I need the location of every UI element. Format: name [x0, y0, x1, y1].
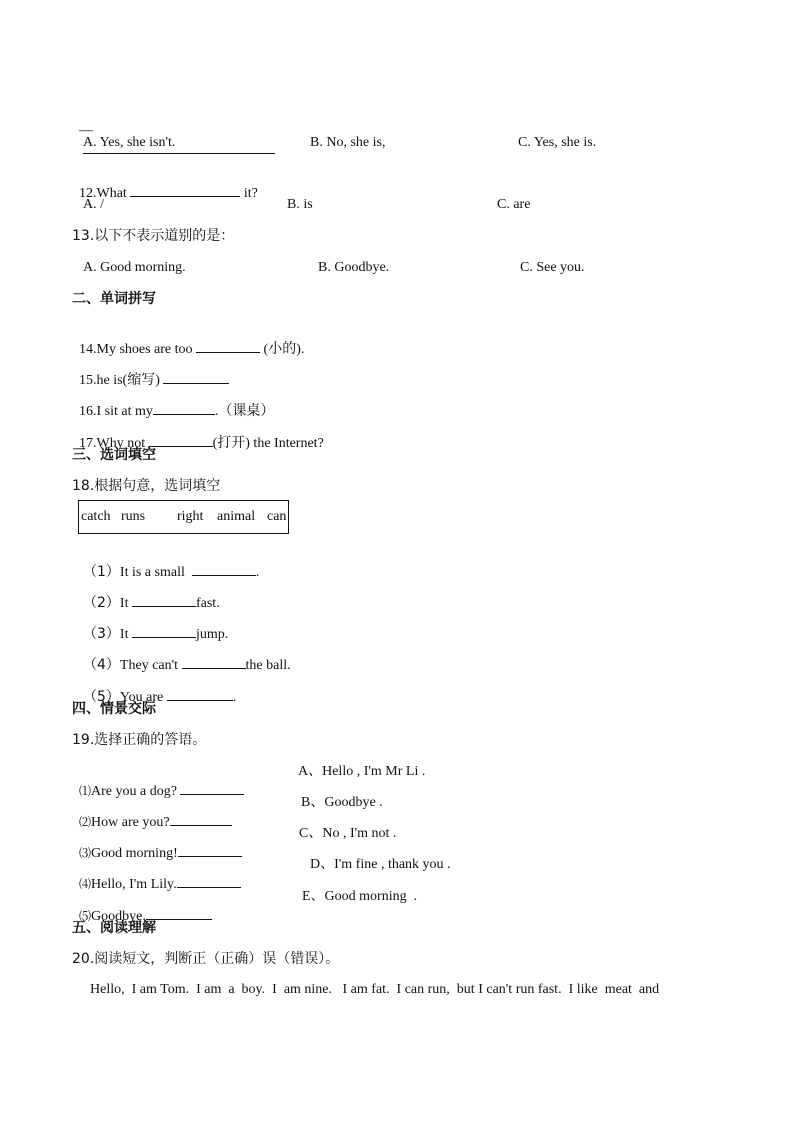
item-text-before: You are	[119, 690, 167, 705]
section-heading-5: 五、阅读理解	[72, 920, 156, 936]
q13-option-b[interactable]: B. Goodbye.	[318, 260, 390, 275]
item-text-after: .	[255, 565, 260, 580]
answer-blank[interactable]	[182, 655, 246, 669]
section-heading-3: 三、选词填空	[72, 447, 156, 463]
answer-blank[interactable]	[132, 593, 196, 607]
q12-option-a[interactable]: A. /	[83, 197, 104, 212]
q11-option-b[interactable]: B. No, she is,	[310, 135, 386, 150]
dash: —	[79, 123, 93, 138]
item-question: Hello, I'm Lily.	[91, 877, 177, 892]
word-bank-box	[78, 500, 289, 534]
q16-text-after: .（课桌）	[214, 404, 275, 419]
q12-option-b[interactable]: B. is	[287, 197, 313, 212]
q12-text-before: 12.What	[79, 186, 131, 201]
answer-blank[interactable]	[153, 401, 215, 415]
item-number: ⑴	[79, 784, 92, 798]
q16-text-before: 16.I sit at my	[79, 404, 153, 419]
answer-blank[interactable]	[177, 874, 241, 888]
item-number: （2）	[83, 595, 120, 611]
q13-option-c[interactable]: C. See you.	[520, 260, 585, 275]
word-bank-item: right	[177, 509, 204, 524]
word-bank-item: runs	[121, 509, 146, 524]
word-bank-item: catch	[81, 509, 111, 524]
item-text-before: It is a small	[119, 565, 192, 580]
answer-blank[interactable]	[167, 687, 233, 701]
q13-option-a[interactable]: A. Good morning.	[83, 260, 186, 275]
answer-blank[interactable]	[192, 562, 256, 576]
q19-answer-d: D、I'm fine , thank you .	[310, 857, 451, 872]
question-13: 13.以下不表示道别的是：	[72, 228, 235, 244]
item-question: Goodbye.	[91, 909, 146, 924]
answer-blank[interactable]	[132, 624, 196, 638]
q17-text-before: 17.Why not	[79, 436, 149, 451]
section-heading-4: 四、情景交际	[72, 701, 156, 717]
item-question: How are you?	[91, 815, 170, 830]
question-18: 18.根据句意，选词填空	[72, 478, 221, 494]
answer-blank[interactable]	[163, 370, 229, 384]
item-text-before: It	[119, 596, 132, 611]
question-20: 20.阅读短文，判断正（正确）误（错误）。	[72, 951, 340, 967]
item-text-before: They can't	[119, 658, 182, 673]
q15-text-before: 15.he is(缩写)	[79, 373, 164, 388]
item-text-before: It	[119, 627, 132, 642]
q19-answer-a: A、Hello , I'm Mr Li .	[298, 764, 426, 779]
item-number: （1）	[83, 564, 120, 580]
item-number: ⑷	[79, 877, 92, 891]
reading-passage: Hello, I am Tom. I am a boy. I am nine. I am fat. I can run, but I can't run fast. I like meat and	[90, 982, 660, 997]
section-heading-2: 二、单词拼写	[72, 291, 156, 307]
q12-option-c[interactable]: C. are	[497, 197, 531, 212]
item-question: Good morning!	[91, 846, 178, 861]
answer-blank[interactable]	[178, 843, 242, 857]
q14-text-after: (小的).	[260, 342, 305, 357]
q19-answer-b: B、Goodbye .	[301, 795, 383, 810]
item-number: ⑸	[79, 909, 92, 923]
item-text-after: .	[232, 690, 237, 705]
item-question: Are you a dog?	[91, 784, 181, 799]
q17-text-after: (打开) the Internet?	[212, 436, 324, 451]
q11-option-a[interactable]: A. Yes, she isn't.	[83, 135, 176, 150]
answer-blank[interactable]	[180, 781, 244, 795]
q19-answer-e: E、Good morning .	[302, 889, 418, 904]
item-number: ⑶	[79, 846, 92, 860]
answer-blank[interactable]	[146, 906, 212, 920]
item-text-after: jump.	[195, 627, 229, 642]
q14-text-before: 14.My shoes are too	[79, 342, 197, 357]
item-text-after: the ball.	[245, 658, 291, 673]
q19-answer-c: C、No , I'm not .	[299, 826, 397, 841]
item-number: （4）	[83, 657, 120, 673]
answer-blank[interactable]	[149, 433, 213, 447]
item-number: （3）	[83, 626, 120, 642]
word-bank-item: animal	[217, 509, 256, 524]
answer-blank[interactable]	[130, 183, 240, 197]
answer-blank[interactable]	[170, 812, 232, 826]
q12-text-after: it?	[240, 186, 258, 201]
question-19: 19.选择正确的答语。	[72, 732, 207, 748]
word-bank-item: can	[267, 509, 287, 524]
item-number: （5）	[83, 689, 120, 705]
q11-option-c[interactable]: C. Yes, she is.	[518, 135, 597, 150]
item-number: ⑵	[79, 815, 92, 829]
answer-blank[interactable]	[196, 339, 260, 353]
item-text-after: fast.	[195, 596, 220, 611]
